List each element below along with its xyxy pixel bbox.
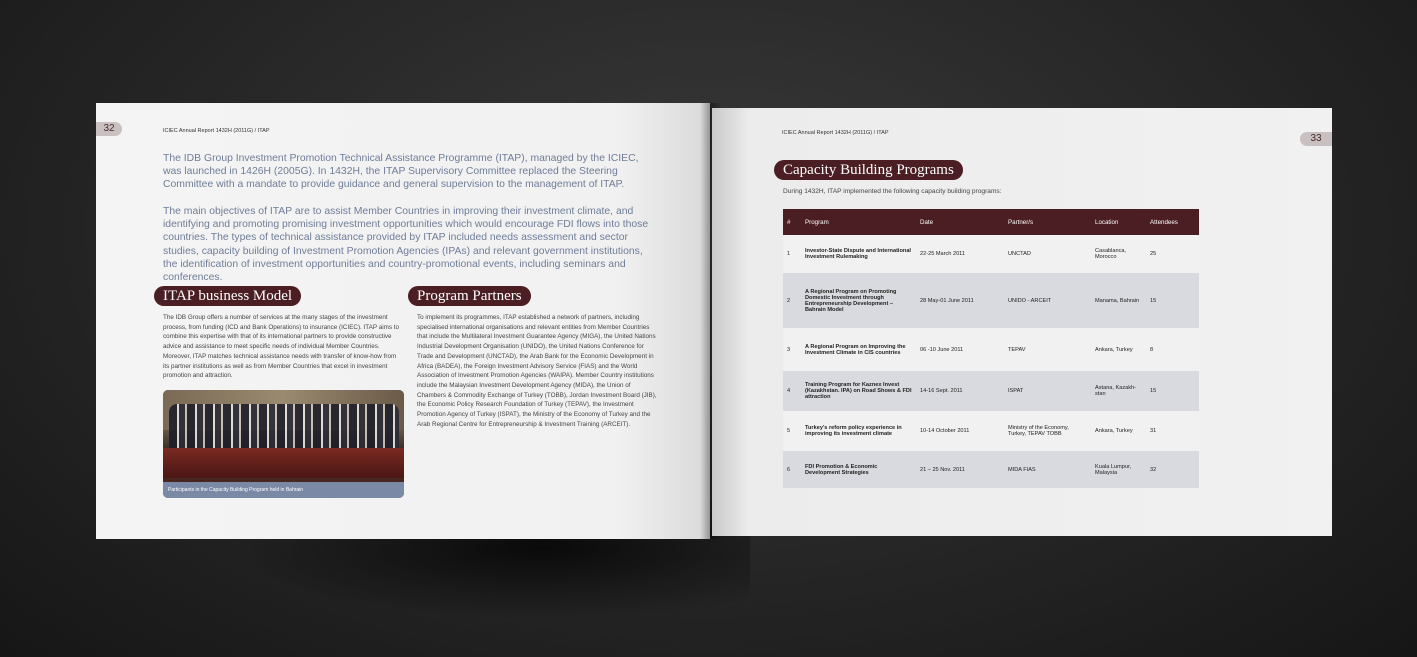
cell-number: 5 bbox=[783, 411, 801, 451]
capacity-building-heading: Capacity Building Programs bbox=[774, 160, 963, 180]
cell-program: A Regional Program on Improving the Investment Climate in CIS countries bbox=[801, 328, 916, 371]
cell-date: 14-16 Sept. 2011 bbox=[916, 371, 1004, 411]
capacity-building-table bbox=[783, 209, 1199, 488]
cell-date: 28 May-01 June 2011 bbox=[916, 273, 1004, 328]
cell-location: Manama, Bahrain bbox=[1091, 273, 1146, 328]
right-page bbox=[712, 108, 1332, 536]
program-partners-heading: Program Partners bbox=[408, 286, 531, 306]
cell-attendees: 32 bbox=[1146, 451, 1199, 488]
cell-number: 1 bbox=[783, 235, 801, 273]
capacity-building-intro: During 1432H, ITAP implemented the following capacity building programs: bbox=[783, 188, 1002, 195]
column-header: Partner/s bbox=[1004, 209, 1091, 235]
column-header: Date bbox=[916, 209, 1004, 235]
cell-partners: MIDA FIAS bbox=[1004, 451, 1091, 488]
business-model-heading: ITAP business Model bbox=[154, 286, 301, 306]
cell-partners: TEPAV bbox=[1004, 328, 1091, 371]
cell-partners: UNCTAD bbox=[1004, 235, 1091, 273]
cell-attendees: 15 bbox=[1146, 371, 1199, 411]
cell-location: Casablanca, Morocco bbox=[1091, 235, 1146, 273]
table-row bbox=[783, 235, 1199, 273]
cell-date: 10-14 October 2011 bbox=[916, 411, 1004, 451]
cell-number: 6 bbox=[783, 451, 801, 488]
photo-people bbox=[169, 404, 399, 452]
cell-location: Kuala Lumpur, Malaysia bbox=[1091, 451, 1146, 488]
photo-caption: Participants in the Capacity Building Program held in Bahrain bbox=[163, 482, 404, 498]
cell-number: 2 bbox=[783, 273, 801, 328]
cell-location: Astana, Kazakh-stan bbox=[1091, 371, 1146, 411]
cell-partners: Ministry of the Economy, Turkey, TEPAV TOBB bbox=[1004, 411, 1091, 451]
cell-location: Ankara, Turkey bbox=[1091, 328, 1146, 371]
table-row bbox=[783, 273, 1199, 328]
cell-number: 4 bbox=[783, 371, 801, 411]
page-number: 32 bbox=[96, 122, 122, 136]
running-head: ICIEC Annual Report 1432H (2011G) / ITAP bbox=[782, 130, 889, 136]
cell-program: Turkey’s reform policy experience in improving its investment climate bbox=[801, 411, 916, 451]
table-row bbox=[783, 411, 1199, 451]
cell-attendees: 25 bbox=[1146, 235, 1199, 273]
column-header: Program bbox=[801, 209, 916, 235]
cell-program: Training Program for Kaznex Invest (Kazakhstan. IPA) on Road Shows & FDI attraction bbox=[801, 371, 916, 411]
cell-program: Investor-State Dispute and International Investment Rulemaking bbox=[801, 235, 916, 273]
cell-attendees: 31 bbox=[1146, 411, 1199, 451]
intro-paragraph-2: The main objectives of ITAP are to assist Member Countries in improving their investment climate, and identifying and promoting promising investment opportunities which would encourage FDI flows into those countries. The types of technical assistance provided by ITAP included needs assessment and sector studies, capacity building of Investment Promotion Agencies (IPAs) and relevant government institutions, the identification of investment opportunities and country-promotional events, including seminars and conferences. bbox=[163, 206, 649, 284]
cell-partners: UNIDO - ARCEIT bbox=[1004, 273, 1091, 328]
photo-conference-table bbox=[163, 448, 404, 478]
left-page bbox=[96, 103, 710, 539]
cell-attendees: 8 bbox=[1146, 328, 1199, 371]
page-number: 33 bbox=[1300, 132, 1332, 146]
cell-program: FDI Promotion & Economic Development Strategies bbox=[801, 451, 916, 488]
cell-location: Ankara, Turkey bbox=[1091, 411, 1146, 451]
table-row bbox=[783, 371, 1199, 411]
column-header: # bbox=[783, 209, 801, 235]
participants-photo bbox=[163, 390, 404, 498]
column-header: Attendees bbox=[1146, 209, 1199, 235]
running-head: ICIEC Annual Report 1432H (2011G) / ITAP bbox=[163, 128, 270, 134]
cell-number: 3 bbox=[783, 328, 801, 371]
table-header-row bbox=[783, 209, 1199, 235]
intro-paragraph-1: The IDB Group Investment Promotion Technical Assistance Programme (ITAP), managed by the ICIEC, was launched in 1426H (2005G). In 1432H, the ITAP Supervisory Committee replaced the Steering Committee with a mandate to provide guidance and general supervision to the management of ITAP. bbox=[163, 153, 639, 191]
program-partners-text: To implement its programmes, ITAP established a network of partners, including specialised international organisations and relevant entities from Member Countries that include the Multilateral Investment Guarantee Agency (MIGA), the United Nations Industrial Development Organisation (UNIDO), the United Nations Conference for Trade and Development (UNCTAD), the Arab Bank for the Economic Development in Africa (BADEA), the Foreign Investment Advisory Service (FIAS) and the World Association of Investment Promotion Agencies (WAIPA). Member Country institutions include the Malaysian Investment Development Agency (MIDA), the Union of Chambers & Commodity Exchange of Turkey (TOBB), Jordan Investment Board (JIB), the Economic Policy Research Foundation of Turkey (TEPAV), the Investment Promotion Agency of Turkey (ISPAT), the Ministry of the Economy of Turkey and the Arab Regional Centre for Entrepreneurship & Investment Training (ARCEIT). bbox=[417, 314, 657, 428]
column-header: Location bbox=[1091, 209, 1146, 235]
table-row bbox=[783, 328, 1199, 371]
table-row bbox=[783, 451, 1199, 488]
cell-date: 21 – 25 Nov. 2011 bbox=[916, 451, 1004, 488]
cell-attendees: 15 bbox=[1146, 273, 1199, 328]
business-model-text: The IDB Group offers a number of services at the many stages of the investment process, from funding (ICD and Bank Operations) to insurance (ICIEC). ITAP aims to combine this expertise with that of its international partners to provide constructive advice and assistance to meet specific needs of individual Member Countries. Moreover, ITAP matches technical assistance needs with transfer of know-how from its partner institutions as well as from Member Countries that excel in investment promotion and attraction. bbox=[163, 314, 399, 380]
cell-program: A Regional Program on Promoting Domestic Investment through Entrepreneurship Development – Bahrain Model bbox=[801, 273, 916, 328]
cell-date: 06 -10 June 2011 bbox=[916, 328, 1004, 371]
cell-partners: ISPAT bbox=[1004, 371, 1091, 411]
cell-date: 22-25 March 2011 bbox=[916, 235, 1004, 273]
